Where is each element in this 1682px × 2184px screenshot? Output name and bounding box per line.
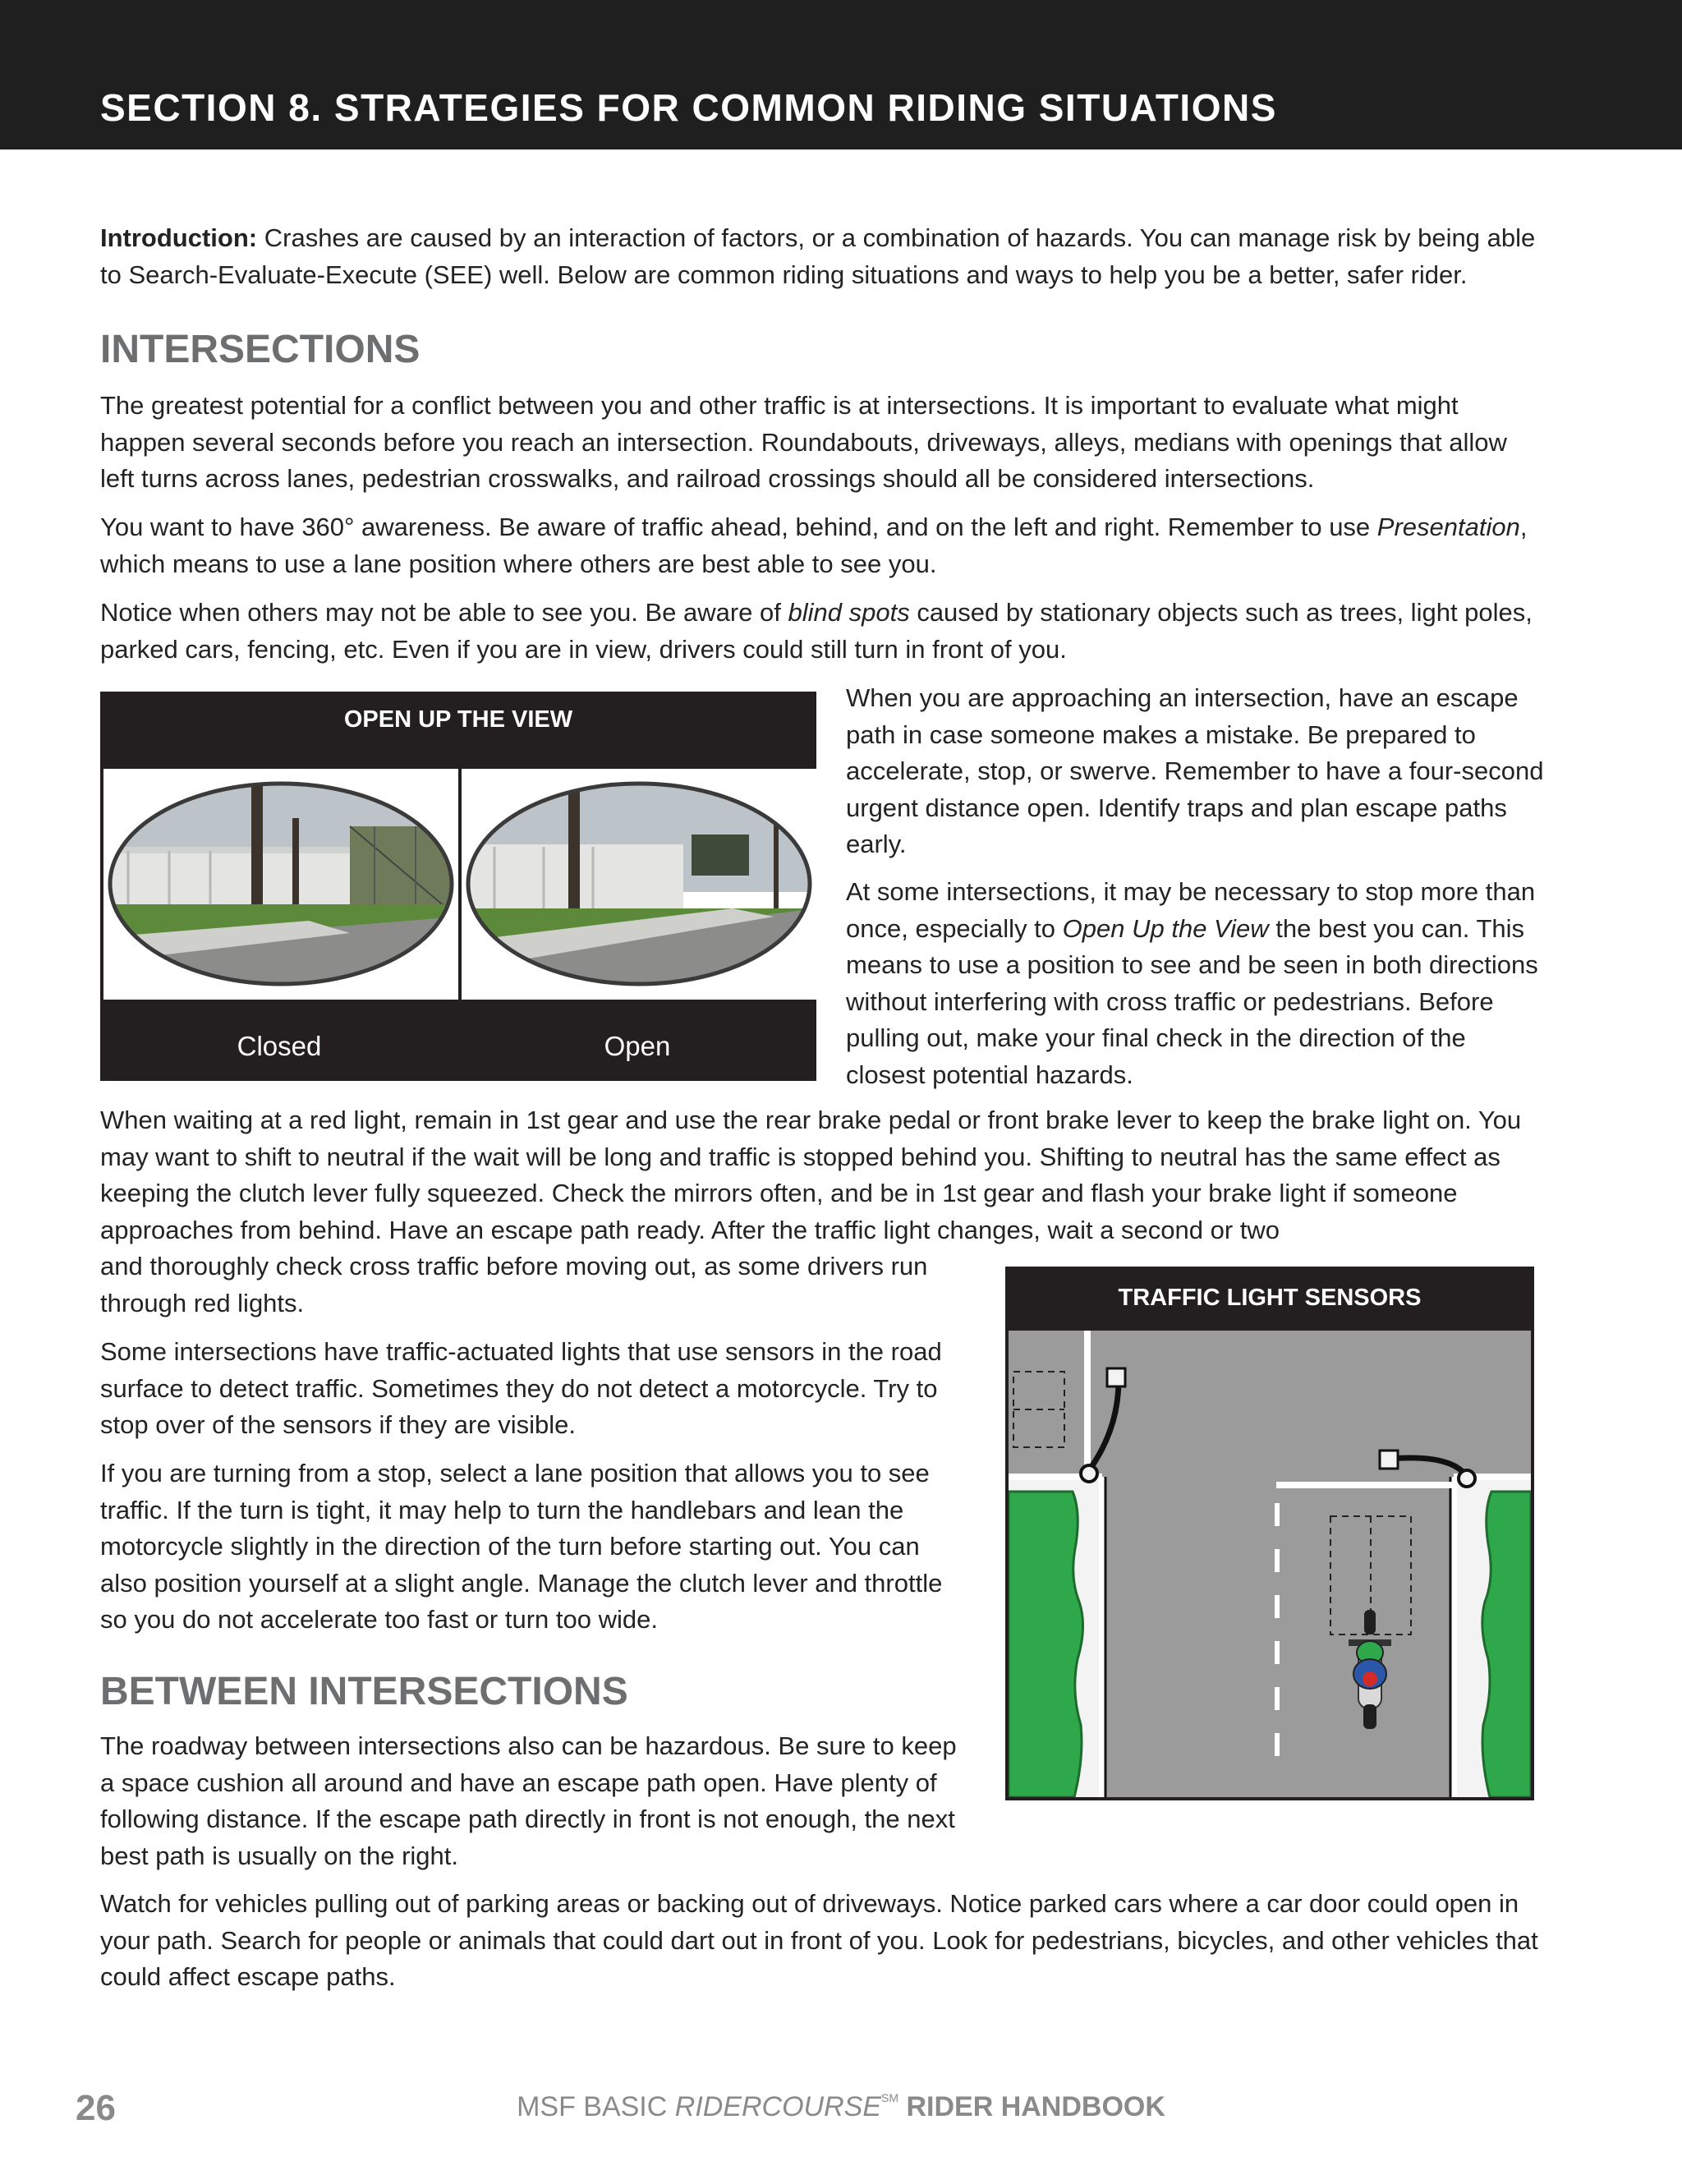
p2-text-b: , which means to use a lane position where others are best able to see you. (100, 513, 1528, 578)
intersections-paragraph-1: The greatest potential for a conflict between you and other traffic is at intersections. It is important to evaluate what might happen several seconds before you reach an intersection. Roundabouts, driveways, alleys, medians with openings that allow left turns across lanes, pedestrian crosswalks, and railroad crossings should all be considered intersections. (100, 391, 1507, 493)
view-closed-image (103, 769, 458, 1000)
intersections-paragraph-2 (100, 509, 1546, 582)
p3-emphasis: blind spots (788, 598, 910, 627)
intersections-paragraph-3 (100, 595, 1546, 668)
traffic-sensor-diagram (1009, 1331, 1531, 1797)
intro-text: Crashes are caused by an interaction of factors, or a combination of hazards. You can manage risk by being able to Search-Evaluate-Execute (SEE) well. Below are common riding situations and ways to help you be a better, safer rider. (100, 223, 1536, 289)
figure-open-up-the-view (100, 692, 816, 1081)
header-band (0, 0, 1682, 149)
figure-open-view-title: OPEN UP THE VIEW (343, 706, 573, 733)
intro-paragraph (100, 220, 1546, 293)
footer-title-b: RIDER HANDBOOK (898, 2091, 1165, 2122)
p5-text-b: the best you can. This means to use a position to see and be seen in both directions without interfering with cross traffic or pedestrians. Before pulling out, make your final check in the direction of the closest potential hazards. (846, 913, 1538, 1089)
heading-between-intersections: BETWEEN INTERSECTIONS (100, 1670, 628, 1713)
footer-title-a: MSF BASIC (517, 2091, 675, 2122)
p2-text-a: You want to have 360° awareness. Be aware of traffic ahead, behind, and on the left and right. Remember to use (100, 513, 1377, 541)
heading-intersections: INTERSECTIONS (100, 328, 420, 371)
caption-open: Open (604, 1031, 671, 1061)
view-open-image (462, 769, 816, 1000)
p2-emphasis: Presentation (1376, 513, 1520, 541)
figure-traffic-light-sensors (1005, 1267, 1534, 1800)
page-number: 26 (76, 2088, 116, 2128)
view-closed-panel (103, 769, 458, 1000)
caption-closed: Closed (237, 1031, 322, 1061)
view-open-panel (462, 769, 816, 1000)
between-paragraph-2: Watch for vehicles pulling out of parking areas or backing out of driveways. Notice parked cars where a car door could open in your path. Search for people or animals that could dart out in front of you. Look for pedestrians, bicycles, and other vehicles that could affect escape paths. (100, 1889, 1538, 1991)
intersections-paragraph-6a: When waiting at a red light, remain in 1st gear and use the rear brake pedal or front brake lever to keep the brake light on. You may want to shift to neutral if the wait will be long and traffic is stopped behind you. Shifting to neutral has the same effect as keeping the clutch lever fully squeezed. Check the mirrors often, and be in 1st gear and flash your brake light if someone approaches from behind. Have an escape path ready. After the traffic light changes, wait a second or two (100, 1106, 1522, 1244)
intersections-paragraph-4: When you are approaching an intersection, have an escape path in case someone makes a mistake. Be prepared to accelerate, stop, or swerve. Remember to have a four-second urgent distance open. Identify traps and plan escape paths early. (846, 683, 1544, 858)
footer-title-emphasis: RIDERCOURSE (674, 2091, 882, 2122)
p5-text-a: At some intersections, it may be necessary to stop more than once, especially to (846, 877, 1536, 943)
intersections-paragraph-7: Some intersections have traffic-actuated lights that use sensors in the road surface to detect traffic. Sometimes they do not detect a motorcycle. Try to stop over of the sensors if they are visible. (100, 1337, 942, 1439)
intro-label: Introduction: (100, 223, 258, 252)
footer-title (0, 2091, 1682, 2123)
between-paragraph-1: The roadway between intersections also can be hazardous. Be sure to keep a space cushion all around and have an escape path open. Have plenty of following distance. If the escape path directly in front is not enough, the next best path is usually on the right. (100, 1731, 957, 1870)
figure-sensors-title: TRAFFIC LIGHT SENSORS (1118, 1285, 1422, 1311)
p3-text-b: caused by stationary objects such as trees, light poles, parked cars, fencing, etc. Even if you are in view, drivers could still turn in front of you. (100, 598, 1533, 664)
intersections-paragraph-6b: and thoroughly check cross traffic before moving out, as some drivers run through red lights. (100, 1252, 928, 1317)
p5-emphasis: Open Up the View (1062, 913, 1269, 943)
section-title: SECTION 8. STRATEGIES FOR COMMON RIDING SITUATIONS (100, 86, 1277, 129)
intersections-paragraph-5 (846, 874, 1546, 1093)
p3-text-a: Notice when others may not be able to see you. Be aware of (100, 598, 788, 627)
service-mark: SM (881, 2091, 899, 2104)
intersections-paragraph-8: If you are turning from a stop, select a lane position that allows you to see traffic. If the turn is tight, it may help to turn the handlebars and lean the motorcycle slightly in the direction of the turn before starting out. You can also position yourself at a slight angle. Manage the clutch lever and throttle so you do not accelerate too fast or turn too wide. (100, 1459, 943, 1634)
